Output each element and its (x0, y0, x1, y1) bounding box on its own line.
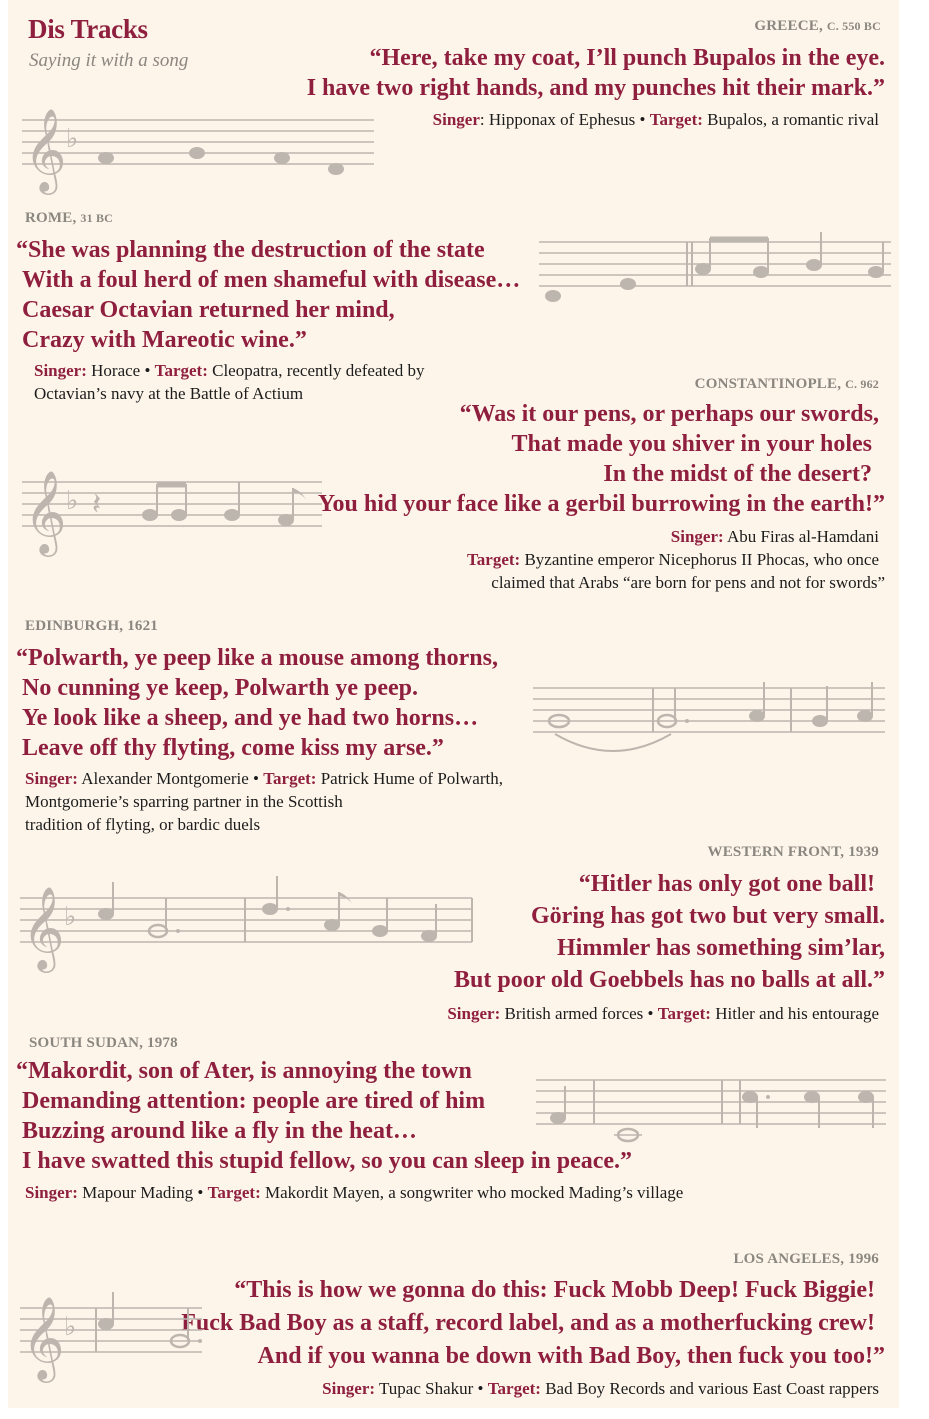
entry-place: GREECE, C. 550 BC (754, 18, 881, 34)
singer-label: Singer: (25, 769, 78, 788)
quote-line: “Hitler has only got one ball! (578, 871, 875, 897)
entry-place: CONSTANTINOPLE, C. 962 (694, 376, 879, 392)
entry-place: ROME, 31 BC (25, 210, 114, 226)
quote-line: Himmler has something sim’lar, (557, 935, 885, 961)
entry-quote (318, 399, 885, 519)
quote-line: Caesar Octavian returned her mind, (22, 297, 395, 323)
target-name: Makordit Mayen, a songwriter who mocked Mading’s village (265, 1183, 684, 1202)
entry-quote (16, 643, 498, 763)
music-staff (539, 232, 894, 307)
music-staff (22, 96, 382, 191)
target-label: Target: (207, 1183, 261, 1202)
entry-quote (181, 1274, 885, 1373)
music-staff (533, 678, 888, 758)
entry-credit (467, 525, 885, 594)
singer-label: Singer (432, 110, 480, 129)
entry-quote (307, 43, 885, 103)
music-staff (20, 876, 480, 969)
target-label: Target: (657, 1004, 711, 1023)
singer-name: Mapour Mading (82, 1183, 194, 1202)
singer-name: Horace (91, 361, 141, 380)
target-name: Bupalos, a romantic rival (707, 110, 879, 129)
quote-line: Demanding attention: people are tired of him (22, 1088, 486, 1114)
target-label: Target: (487, 1379, 541, 1398)
singer-name: British armed forces (504, 1004, 644, 1023)
treble-clef-icon: 𝄞 (22, 885, 65, 969)
music-staff (22, 458, 332, 553)
quote-line: Ye look like a sheep, and ye had two horns… (22, 705, 479, 731)
singer-name: Tupac Shakur (379, 1379, 474, 1398)
entry-credit: Singer: Tupac Shakur • Target: Bad Boy Records and various East Coast rappers (322, 1379, 879, 1398)
quote-line: In the midst of the desert? (603, 461, 872, 487)
entry-credit: Singer: Hipponax of Ephesus • Target: Bupalos, a romantic rival (432, 110, 879, 129)
flat-sign-icon: ♭ (64, 902, 77, 932)
flat-sign-icon: ♭ (66, 486, 79, 516)
entry-credit: Singer: Mapour Mading • Target: Makordit Mayen, a songwriter who mocked Mading’s village (25, 1183, 684, 1202)
entry-quote (16, 235, 520, 355)
entry-place: SOUTH SUDAN, 1978 (29, 1035, 178, 1051)
quote-line: I have two right hands, and my punches hit their mark.” (306, 75, 885, 101)
entry-quote (454, 868, 885, 996)
quote-line: Fuck Bad Boy as a staff, record label, and as a motherfucking crew! (181, 1310, 875, 1336)
target-name: Hitler and his entourage (715, 1004, 879, 1023)
quote-line: With a foul herd of men shameful with disease… (22, 267, 521, 293)
singer-label: Singer: (322, 1379, 376, 1398)
quote-line: “Here, take my coat, I’ll punch Bupalos in the eye. (369, 45, 885, 71)
target-name: Patrick Hume of Polwarth, (320, 769, 503, 788)
flat-sign-icon: ♭ (66, 124, 79, 154)
entry-credit: Singer: British armed forces • Target: Hitler and his entourage (447, 1004, 879, 1023)
music-staff (536, 1070, 891, 1145)
entry-place: WESTERN FRONT, 1939 (707, 844, 879, 860)
page-title: Dis Tracks (28, 14, 148, 44)
singer-name: Alexander Montgomerie (81, 769, 249, 788)
singer-name: Abu Firas al-Hamdani (726, 527, 879, 546)
target-name-cont: claimed that Arabs “are born for pens and not for swords” (491, 573, 885, 592)
target-name-cont: Octavian’s navy at the Battle of Actium (34, 384, 304, 403)
flat-sign-icon: ♭ (64, 1312, 77, 1342)
entry-place: EDINBURGH, 1621 (25, 618, 159, 634)
target-name: Bad Boy Records and various East Coast rappers (545, 1379, 879, 1398)
quote-line: No cunning ye keep, Polwarth ye peep. (22, 675, 418, 701)
quarter-rest-icon: 𝄽 (92, 487, 102, 522)
quote-line: “Makordit, son of Ater, is annoying the town (16, 1058, 472, 1084)
quote-line: And if you wanna be down with Bad Boy, then fuck you too!” (257, 1343, 885, 1369)
quote-line: But poor old Goebbels has no balls at all.” (454, 967, 885, 993)
entry-place: LOS ANGELES, 1996 (733, 1251, 879, 1267)
quote-line: That made you shiver in your holes (511, 431, 872, 457)
treble-clef-icon: 𝄞 (24, 469, 67, 553)
target-name-cont: Montgomerie’s sparring partner in the Scottish (25, 792, 343, 811)
target-name: Cleopatra, recently defeated by (212, 361, 425, 380)
target-label: Target: (649, 110, 703, 129)
target-label: Target: (154, 361, 208, 380)
target-name: Byzantine emperor Nicephorus II Phocas, who once (524, 550, 879, 569)
quote-line: “Was it our pens, or perhaps our swords, (459, 401, 879, 427)
singer-label: Singer: (25, 1183, 78, 1202)
target-label: Target: (467, 550, 521, 569)
singer-name: Hipponax of Ephesus (488, 110, 636, 129)
quote-line: I have swatted this stupid fellow, so you can sleep in peace.” (22, 1148, 633, 1174)
page-subtitle: Saying it with a song (29, 50, 189, 71)
treble-clef-icon: 𝄞 (24, 107, 67, 191)
quote-line: “Polwarth, ye peep like a mouse among thorns, (16, 645, 498, 671)
music-staff (20, 1286, 210, 1379)
singer-label: Singer: (447, 1004, 501, 1023)
quote-line: Göring has got two but very small. (531, 903, 885, 929)
quote-line: “This is how we gonna do this: Fuck Mobb Deep! Fuck Biggie! (234, 1277, 875, 1303)
singer-label: Singer: (34, 361, 87, 380)
treble-clef-icon: 𝄞 (22, 1295, 65, 1379)
quote-line: Crazy with Mareotic wine.” (22, 327, 307, 353)
quote-line: Leave off thy flyting, come kiss my arse.” (22, 735, 444, 761)
page-panel (8, 0, 899, 1408)
quote-line: Buzzing around like a fly in the heat… (22, 1118, 417, 1144)
quote-line: “She was planning the destruction of the state (16, 237, 485, 263)
target-label: Target: (263, 769, 317, 788)
entry-credit: Singer: Alexander Montgomerie • Target: Patrick Hume of Polwarth, Montgomerie’s sparring partner in the Scottish tradition of flyting, or bardic duels (25, 769, 503, 834)
entry-credit: Singer: Horace • Target: Cleopatra, recently defeated by Octavian’s navy at the Battle of Actium (34, 361, 425, 403)
singer-label: Singer: (670, 527, 724, 546)
target-name-cont: tradition of flyting, or bardic duels (25, 815, 261, 834)
quote-line: You hid your face like a gerbil burrowing in the earth!” (317, 491, 885, 517)
